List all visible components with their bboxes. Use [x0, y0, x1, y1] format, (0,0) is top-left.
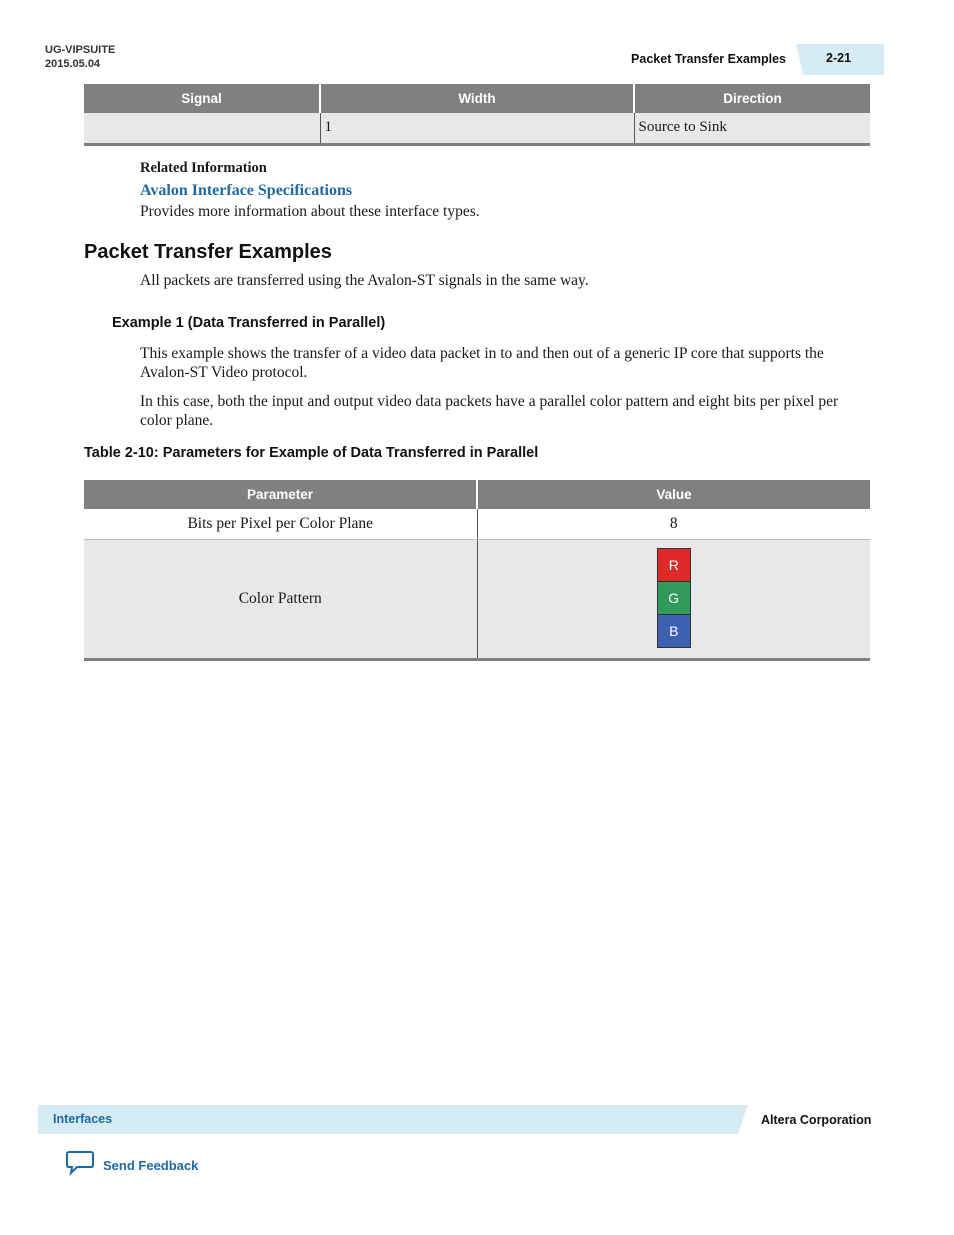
col-header-width: Width	[320, 84, 634, 113]
example-heading: Example 1 (Data Transferred in Parallel)	[112, 315, 386, 331]
send-feedback-label: Send Feedback	[103, 1158, 199, 1173]
parameter-table-header	[84, 480, 870, 509]
doc-id: UG-VIPSUITE	[45, 44, 116, 56]
col-header-parameter: Parameter	[84, 480, 477, 509]
doc-id-block	[45, 43, 115, 71]
send-feedback-button[interactable]	[65, 1150, 198, 1181]
footer-section-name: Interfaces	[53, 1112, 113, 1126]
color-pattern-diagram	[657, 549, 691, 648]
parameter-table	[84, 480, 870, 661]
section-heading: Packet Transfer Examples	[84, 241, 332, 263]
signal-table-header	[84, 84, 870, 113]
signal-table	[84, 84, 870, 146]
cell-value: 8	[477, 509, 870, 539]
table-caption: Table 2-10: Parameters for Example of Data Transferred in Parallel	[84, 445, 539, 461]
cell-direction: Source to Sink	[634, 113, 870, 144]
related-info-heading: Related Information	[140, 160, 267, 176]
cell-parameter: Color Pattern	[84, 539, 477, 659]
cell-width: 1	[320, 113, 634, 144]
cell-signal	[84, 113, 320, 144]
table-row	[84, 539, 870, 659]
color-plane-b: B	[657, 614, 691, 648]
col-header-value: Value	[477, 480, 870, 509]
col-header-direction: Direction	[634, 84, 870, 113]
doc-date: 2015.05.04	[45, 58, 101, 70]
example-paragraph-2: In this case, both the input and output video data packets have a parallel color pattern and eight bits per pixel per color plane.	[140, 393, 839, 429]
cell-parameter: Bits per Pixel per Color Plane	[84, 509, 477, 539]
table-row	[84, 509, 870, 539]
running-header-title: Packet Transfer Examples	[631, 52, 786, 66]
color-plane-r: R	[657, 548, 691, 582]
color-plane-g: G	[657, 581, 691, 615]
speech-bubble-icon	[65, 1150, 95, 1181]
page-number: 2-21	[826, 51, 852, 65]
related-info-description: Provides more information about these interface types.	[140, 203, 480, 220]
cell-value	[477, 539, 870, 659]
col-header-signal: Signal	[84, 84, 320, 113]
avalon-spec-link[interactable]: Avalon Interface Specifications	[140, 182, 353, 199]
footer-company: Altera Corporation	[761, 1113, 872, 1127]
example-paragraph-1: This example shows the transfer of a video data packet in to and then out of a generic IP core that supports the Avalon-ST Video protocol.	[140, 345, 824, 381]
footer-band	[38, 1105, 748, 1134]
section-intro: All packets are transferred using the Avalon-ST signals in the same way.	[140, 272, 589, 289]
table-row	[84, 113, 870, 144]
